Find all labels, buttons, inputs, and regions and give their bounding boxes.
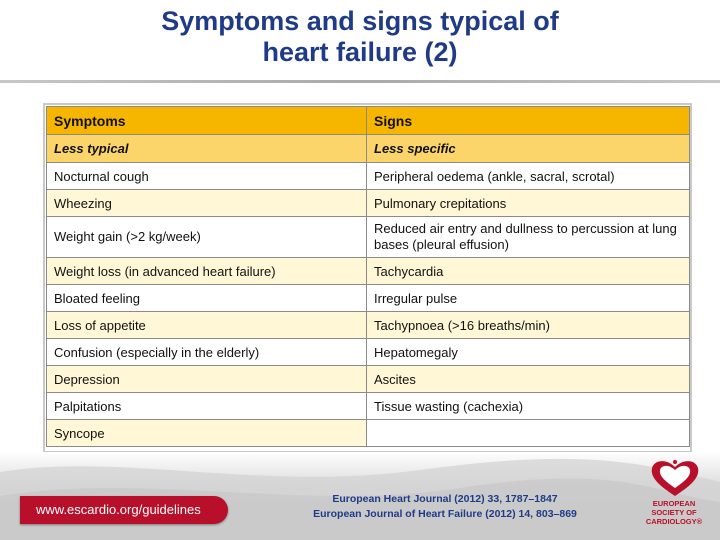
sign-cell: Ascites — [367, 366, 690, 393]
slide-title-line1: Symptoms and signs typical of — [161, 6, 559, 36]
sign-cell-empty — [367, 420, 690, 447]
table-row — [47, 420, 690, 447]
table-row — [47, 366, 690, 393]
header-signs: Signs — [367, 107, 690, 135]
guidelines-url-link[interactable]: www.escardio.org/guidelines — [20, 496, 228, 524]
symptom-cell: Weight loss (in advanced heart failure) — [47, 258, 367, 285]
reference-ejhf: European Journal of Heart Failure (2012) 14, 803–869 — [313, 508, 577, 520]
table-header-row — [47, 107, 690, 135]
table-row — [47, 258, 690, 285]
table-row — [47, 163, 690, 190]
reference-ehj: European Heart Journal (2012) 33, 1787–1847 — [332, 493, 558, 505]
symptom-cell: Weight gain (>2 kg/week) — [47, 217, 367, 258]
sign-cell: Tissue wasting (cachexia) — [367, 393, 690, 420]
table-row — [47, 339, 690, 366]
symptom-cell: Depression — [47, 366, 367, 393]
symptom-cell: Palpitations — [47, 393, 367, 420]
logo-line-2: SOCIETY OF — [651, 508, 697, 517]
logo-line-3: CARDIOLOGY® — [645, 517, 703, 526]
symptom-cell: Syncope — [47, 420, 367, 447]
journal-references — [280, 492, 610, 522]
symptom-cell: Bloated feeling — [47, 285, 367, 312]
sign-cell: Peripheral oedema (ankle, sacral, scrotal) — [367, 163, 690, 190]
table-row — [47, 217, 690, 258]
sign-cell: Tachycardia — [367, 258, 690, 285]
sign-cell: Tachypnoea (>16 breaths/min) — [367, 312, 690, 339]
sign-cell: Hepatomegaly — [367, 339, 690, 366]
esc-logo-text — [630, 499, 718, 526]
table-row — [47, 312, 690, 339]
table-row — [47, 393, 690, 420]
table-subheader-row — [47, 135, 690, 163]
slide-title-line2: heart failure (2) — [262, 37, 458, 67]
subheader-less-specific: Less specific — [367, 135, 690, 163]
header-symptoms: Symptoms — [47, 107, 367, 135]
sign-cell: Pulmonary crepitations — [367, 190, 690, 217]
title-divider — [0, 80, 720, 83]
table-row — [47, 190, 690, 217]
symptom-cell: Confusion (especially in the elderly) — [47, 339, 367, 366]
symptom-cell: Loss of appetite — [47, 312, 367, 339]
symptom-cell: Wheezing — [47, 190, 367, 217]
logo-line-1: EUROPEAN — [652, 499, 696, 508]
subheader-less-typical: Less typical — [47, 135, 367, 163]
symptom-cell: Nocturnal cough — [47, 163, 367, 190]
sign-cell: Irregular pulse — [367, 285, 690, 312]
slide-title — [0, 6, 720, 68]
symptoms-signs-table — [46, 106, 690, 447]
table-row — [47, 285, 690, 312]
sign-cell: Reduced air entry and dullness to percussion at lung bases (pleural effusion) — [367, 217, 690, 258]
